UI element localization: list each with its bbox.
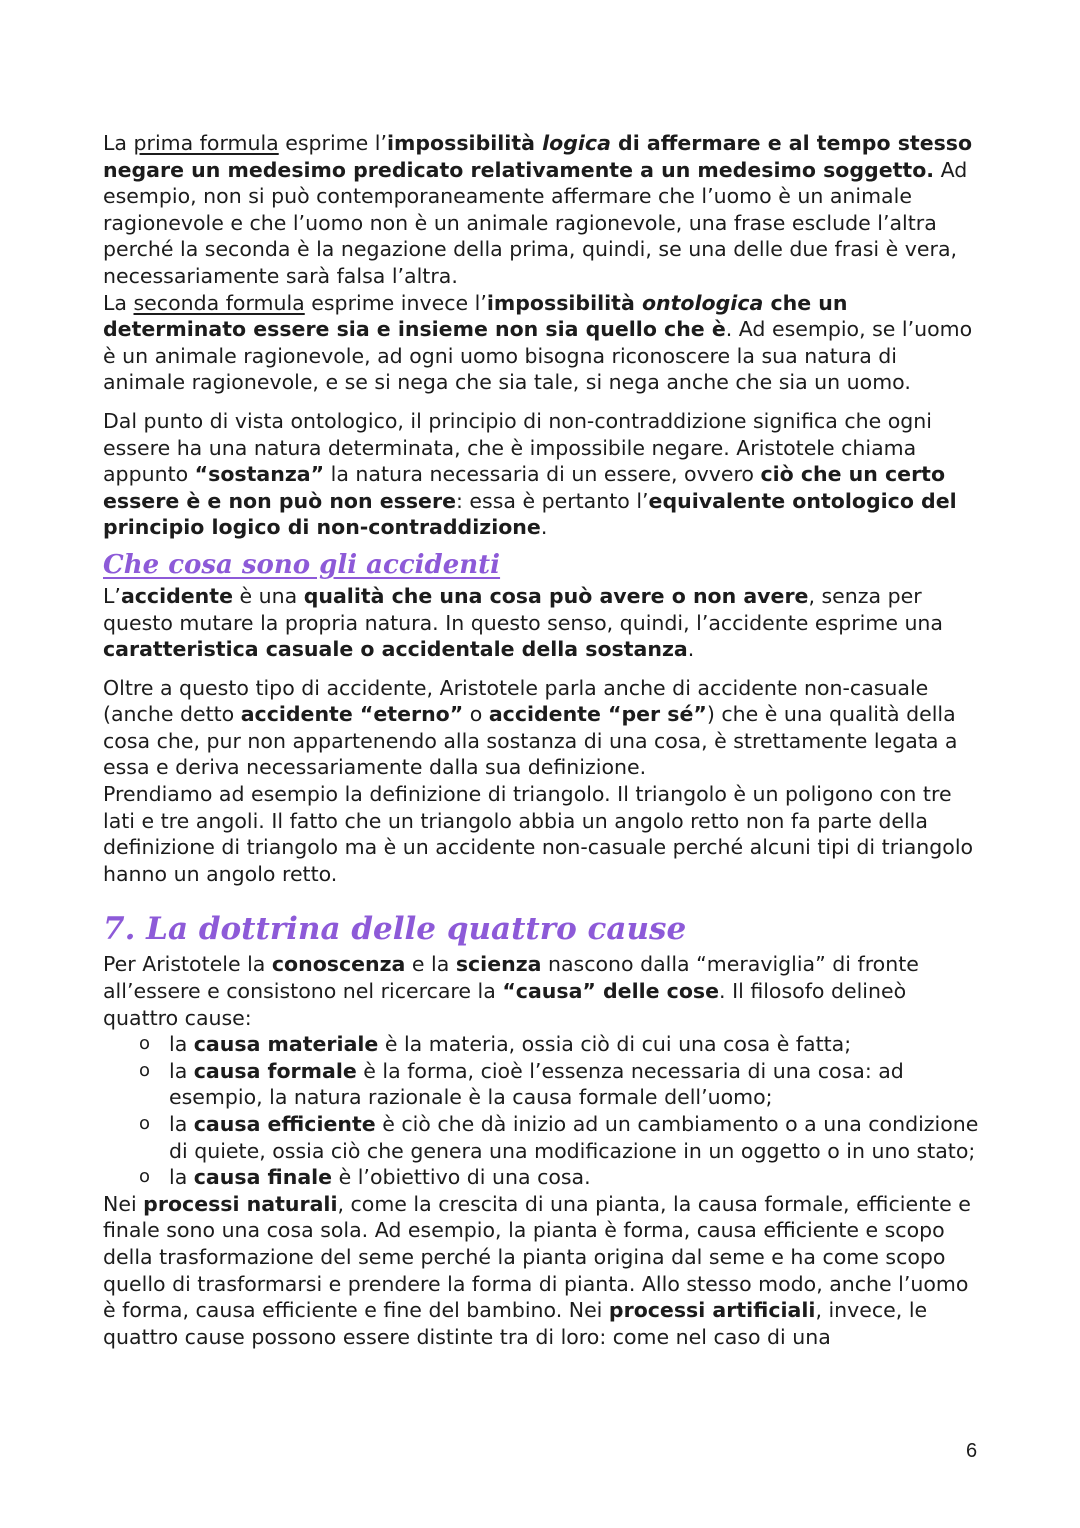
bold-term: accidente “per sé” [488, 702, 707, 727]
text: esprime invece l’ [304, 290, 487, 315]
bold-term: causa finale [193, 1165, 333, 1190]
text: . Il filosofo delineò quattro cause: [103, 979, 907, 1030]
bold-term: “causa” delle cose [502, 979, 720, 1004]
text: o [463, 702, 489, 727]
page-number: 6 [966, 1440, 978, 1462]
bold-italic-term: ontologica [641, 290, 764, 315]
bold-term: “sostanza” [194, 462, 325, 487]
text: la natura necessaria di un essere, ovvero [324, 462, 761, 487]
bold-term: causa materiale [193, 1032, 379, 1057]
paragraph-non-casual-accident [103, 675, 983, 781]
bold-term: di affermare e al tempo stesso negare un medesimo predicato relativamente a un medesimo soggetto. [103, 131, 973, 182]
text: . Ad esempio, se l’uomo è un animale ragionevole, ad ogni uomo bisogna riconoscere la sua natura di animale ragionevole, e se si nega che sia tale, si nega anche che sia un uomo. [103, 317, 973, 395]
text: e la [405, 952, 456, 977]
list-item [139, 1111, 983, 1164]
bold-italic-term: logica [542, 131, 611, 155]
text: è una [232, 583, 304, 608]
bold-term: che un determinato essere sia e insieme non sia quello che è [103, 290, 848, 342]
text: è la forma, cioè l’essenza necessaria di una cosa: ad esempio, la natura razionale è la causa formale dell’uomo; [169, 1058, 904, 1110]
bold-term: ciò che un certo essere è e non può non essere [103, 462, 946, 513]
bold-term: qualità che una cosa può avere o non avere [303, 583, 809, 608]
text: Ad esempio, non si può contemporaneamente affermare che l’uomo è un animale ragionevole e che l’uomo non è un animale ragionevole, una frase esclude l’altra perché la seconda è la negazione della prima, quindi, se una delle due frasi è vera, necessariamente sarà falsa l’altra. [103, 157, 968, 288]
paragraph-accident-definition [103, 583, 983, 663]
text: ) che è una qualità della cosa che, pur non appartenendo alla sostanza di una cosa, è strettamente legata a essa e deriva necessariamente dalla sua definizione. [103, 702, 958, 780]
section-heading-four-causes: 7. La dottrina delle quattro cause [103, 911, 687, 948]
text: La [103, 131, 134, 155]
text: esprime l’ [278, 131, 387, 155]
paragraph-ontological [103, 408, 983, 541]
text: è la materia, ossia ciò di cui una cosa è fatta; [378, 1032, 852, 1057]
paragraph-first-formula [103, 130, 983, 290]
bold-term: processi naturali [143, 1191, 338, 1216]
paragraph-causes-intro [103, 951, 983, 1031]
underlined-term: prima formula [133, 131, 279, 155]
bold-term: processi artificiali [608, 1298, 816, 1323]
list-item [139, 1058, 983, 1111]
text: , come la crescita di una pianta, la causa formale, efficiente e finale sono una cosa sola. Ad esempio, la pianta è forma, causa efficiente e scopo della trasformazione del seme perché la pianta origina dal seme e ha come scopo quello di trasformarsi e prendere la forma di pianta. Allo stesso modo, anche l’uomo è forma, causa efficiente e fine del bambino. Nei [103, 1191, 971, 1323]
text: , invece, le quattro cause possono essere distinte tra di loro: come nel caso di una [103, 1298, 928, 1349]
list-item [139, 1031, 983, 1058]
paragraph-natural-processes [103, 1191, 983, 1351]
text: . [687, 637, 695, 662]
text: : essa è pertanto l’ [455, 488, 649, 513]
text: , senza per questo mutare la propria natura. In questo senso, quindi, l’accidente esprime una [103, 583, 943, 635]
text: la [169, 1112, 194, 1136]
bold-term: caratteristica casuale o accidentale della sostanza [103, 637, 688, 662]
text: L’ [103, 583, 121, 608]
text: la [169, 1058, 194, 1083]
list-item [139, 1164, 983, 1191]
bold-term: equivalente ontologico del principio logico di non-contraddizione [103, 488, 957, 540]
text: . [540, 515, 548, 540]
section-heading-accidents: Che cosa sono gli accidenti [103, 549, 501, 580]
text: Nei [103, 1191, 144, 1216]
underlined-term: seconda formula [133, 290, 305, 315]
bullet-circle-icon: o [139, 1113, 151, 1134]
text: La [103, 290, 134, 315]
text: Oltre a questo tipo di accidente, Aristotele parla anche di accidente non-casuale (anche detto [103, 675, 929, 727]
bold-term: accidente [120, 583, 233, 608]
bold-term: conoscenza [271, 952, 406, 977]
text: la [169, 1165, 194, 1190]
document-page [103, 130, 983, 1350]
causes-list [103, 1031, 983, 1191]
text: è ciò che dà inizio ad un cambiamento o a una condizione di quiete, ossia ciò che genera una modificazione in un oggetto o in uno stato; [169, 1112, 979, 1163]
bullet-circle-icon: o [139, 1166, 151, 1188]
bold-term: impossibilità [387, 131, 543, 155]
text: è l’obiettivo di una cosa. [332, 1165, 591, 1190]
paragraph-second-formula [103, 290, 983, 396]
bold-term: impossibilità [486, 290, 642, 315]
bold-term: causa formale [193, 1058, 357, 1083]
paragraph-triangle-example: Prendiamo ad esempio la definizione di triangolo. Il triangolo è un poligono con tre lati e tre angoli. Il fatto che un triangolo abbia un angolo retto non fa parte della definizione di triangolo ma è un accidente non-casuale perché alcuni tipi di triangolo hanno un angolo retto. [103, 782, 974, 886]
bold-term: causa efficiente [193, 1112, 376, 1136]
text: Dal punto di vista ontologico, il principio di non-contraddizione significa che ogni essere ha una natura determinata, che è impossibile negare. Aristotele chiama appunto [103, 408, 932, 487]
bold-term: accidente “eterno” [240, 702, 464, 727]
text: nascono dalla “meraviglia” di fronte all’essere e consistono nel ricercare la [103, 952, 919, 1004]
bold-term: scienza [455, 952, 542, 977]
text: Per Aristotele la [103, 952, 272, 977]
text: la [169, 1032, 194, 1057]
bullet-circle-icon: o [139, 1059, 151, 1081]
bullet-circle-icon: o [139, 1033, 151, 1055]
